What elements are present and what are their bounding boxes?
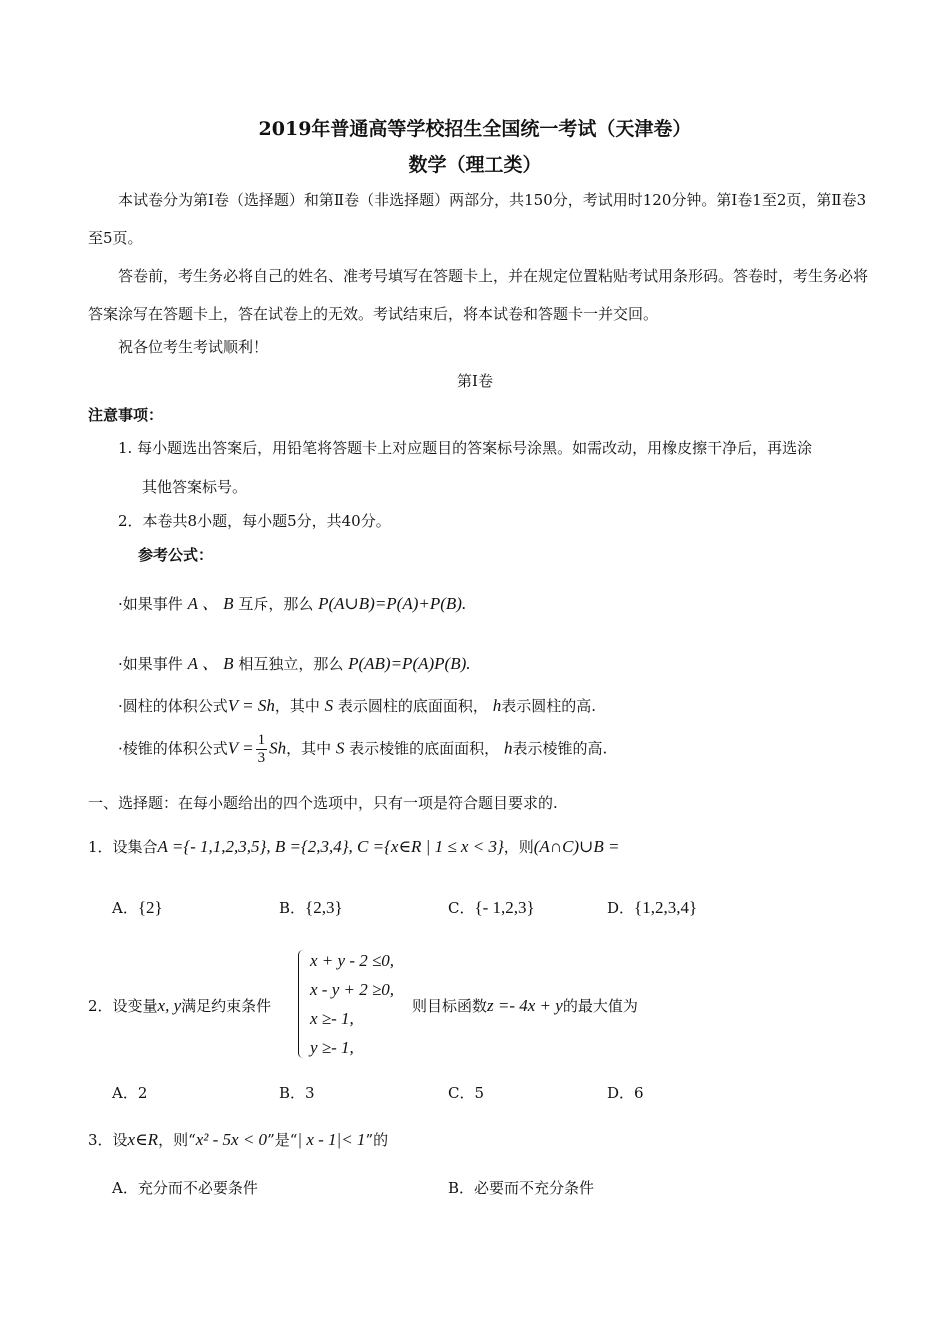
question-3-mid-2: ”是“ <box>267 1131 298 1149</box>
notes-heading: 注意事项： <box>88 406 164 424</box>
formula-4-v: V = <box>227 738 254 758</box>
formula-4-h: h <box>503 738 513 758</box>
intro-paragraph-2: 答卷前，考生务必将自己的姓名、准考号填写在答题卡上，并在规定位置粘贴考试用条形码。答卷时，考生务必将答案涂写在答题卡上，答在试卷上的无效。考试结束后，将本试卷和答题卡一并交回。 <box>88 267 869 323</box>
question-3-prefix: 3．设 <box>88 1131 128 1149</box>
formula-1 <box>118 589 466 614</box>
formula-1-text: ·如果事件 <box>118 595 183 613</box>
question-3-var: x∈R <box>127 1130 159 1149</box>
question-2-option-b[interactable] <box>279 1082 315 1103</box>
formula-3-h: h <box>492 696 502 715</box>
question-3-stem <box>88 1129 388 1150</box>
formula-3-s-desc: 表示圆柱的底面面积， <box>337 697 488 715</box>
option-value: {2} <box>137 898 163 917</box>
formula-1-expr: P(A∪B)=P(A)+P(B). <box>318 594 467 613</box>
option-value: 5 <box>474 1084 485 1102</box>
formula-1-mid: 互斥，那么 <box>238 595 314 613</box>
formula-2-expr: P(AB)=P(A)P(B). <box>348 654 471 673</box>
formula-2-events: A 、 B <box>187 654 234 673</box>
question-2-option-d[interactable] <box>607 1082 644 1103</box>
formula-4-fraction <box>256 732 268 767</box>
question-2-vars: x, y <box>157 996 182 1015</box>
formula-3-s: S <box>324 696 334 715</box>
option-label: A． <box>112 1084 138 1102</box>
question-2-suffix: 则目标函数 <box>412 997 488 1015</box>
option-value: {2,3} <box>305 898 343 917</box>
option-value: 2 <box>137 1084 148 1102</box>
question-2-end: 的最大值为 <box>562 997 638 1015</box>
intro-paragraph-3: 祝各位考生考试顺利！ <box>118 338 269 356</box>
option-label: A． <box>112 1179 138 1197</box>
question-3-cond-2: | x - 1|< 1 <box>297 1130 366 1149</box>
formula-4-sh: Sh <box>269 738 287 758</box>
question-1-prefix: 1．设集合 <box>88 838 158 856</box>
question-2-option-c[interactable] <box>448 1082 484 1103</box>
question-2-stem-left <box>88 995 271 1016</box>
question-1-sets: A ={- 1,1,2,3,5}, B ={2,3,4}, C ={x∈R | 1 ≤ x < 3} <box>157 837 504 856</box>
option-label: B． <box>448 1179 475 1197</box>
question-3-option-a[interactable] <box>112 1177 258 1198</box>
constraint-3: x ≥- 1, <box>310 1009 354 1028</box>
constraint-4: y ≥- 1, <box>310 1038 354 1057</box>
question-1-option-b[interactable] <box>279 897 343 918</box>
formula-4-s-desc: 表示棱锥的底面面积， <box>349 739 500 758</box>
question-1-option-d[interactable] <box>607 897 697 918</box>
notes-item-1-line-2: 其他答案标号。 <box>142 478 248 496</box>
option-label: D． <box>607 1084 635 1102</box>
option-label: D． <box>607 899 635 917</box>
notes-item-1-line-1: 1. 每小题选出答案后，用铅笔将答题卡上对应题目的答案标号涂黑。如需改动，用橡皮擦干净后，再选涂 <box>118 439 813 457</box>
formula-4-numerator: 1 <box>257 732 266 748</box>
formula-4-h-desc: 表示棱锥的高. <box>512 739 608 758</box>
option-label: A． <box>112 899 138 917</box>
formula-3-h-desc: 表示圆柱的高. <box>501 697 596 715</box>
question-3-option-b[interactable] <box>448 1177 594 1198</box>
formulas-heading: 参考公式： <box>138 546 214 564</box>
formula-4 <box>118 732 607 767</box>
formula-3-text: ·圆柱的体积公式 <box>118 697 228 715</box>
option-value: {- 1,2,3} <box>474 898 535 917</box>
question-2-option-a[interactable] <box>112 1082 147 1103</box>
constraint-1: x + y - 2 ≤0, <box>310 951 395 970</box>
constraint-brace <box>298 950 305 1058</box>
page-subtitle: 数学（理工类） <box>408 154 542 176</box>
formula-2-text: ·如果事件 <box>118 655 183 673</box>
option-label: B． <box>279 1084 306 1102</box>
question-1-option-a[interactable] <box>112 897 163 918</box>
formula-2-mid: 相互独立，那么 <box>238 655 344 673</box>
option-value: 3 <box>305 1084 315 1102</box>
question-1-stem <box>88 836 619 857</box>
intro-paragraph-1: 本试卷分为第Ⅰ卷（选择题）和第Ⅱ卷（非选择题）两部分，共150分，考试用时120分钟。第Ⅰ卷1至2页，第Ⅱ卷3至5页。 <box>88 191 867 247</box>
formula-3-expr: V = Sh <box>227 696 275 715</box>
constraint-2: x - y + 2 ≥0, <box>310 980 395 999</box>
option-value: 6 <box>634 1084 644 1102</box>
formula-1-events: A 、 B <box>187 594 234 613</box>
question-1-tail: (A∩C)∪B = <box>533 837 620 856</box>
formula-4-rest: ，其中 <box>286 739 332 758</box>
formula-3 <box>118 695 596 716</box>
formula-3-rest: ，其中 <box>274 697 320 715</box>
option-value: 充分而不必要条件 <box>137 1179 258 1197</box>
option-label: C． <box>448 1084 475 1102</box>
question-2-objective: z =- 4x + y <box>487 996 563 1015</box>
question-3-mid-1: ，则“ <box>158 1131 196 1149</box>
question-2-mid: 满足约束条件 <box>181 997 272 1015</box>
question-3-end: ”的 <box>365 1131 389 1149</box>
formula-4-text: ·棱锥的体积公式 <box>118 739 228 758</box>
question-1-option-c[interactable] <box>448 897 535 918</box>
option-value: 必要而不充分条件 <box>474 1179 595 1197</box>
question-2-prefix: 2．设变量 <box>88 997 158 1015</box>
formula-4-denominator: 3 <box>257 750 266 766</box>
option-label: C． <box>448 899 475 917</box>
section-one-heading: 一、选择题：在每小题给出的四个选项中，只有一项是符合题目要求的. <box>88 794 558 812</box>
question-2-stem-right <box>412 995 638 1016</box>
page-title: 2019年普通高等学校招生全国统一考试（天津卷） <box>258 118 692 140</box>
question-1-suffix: ，则 <box>503 838 534 856</box>
notes-item-2: 2．本卷共8小题，每小题5分，共40分。 <box>118 512 391 530</box>
formula-4-s: S <box>335 738 345 758</box>
section-label: 第Ⅰ卷 <box>457 372 493 390</box>
option-value: {1,2,3,4} <box>634 898 698 917</box>
option-label: B． <box>279 899 306 917</box>
formula-2 <box>118 649 471 674</box>
question-3-cond-1: x² - 5x < 0 <box>195 1130 268 1149</box>
